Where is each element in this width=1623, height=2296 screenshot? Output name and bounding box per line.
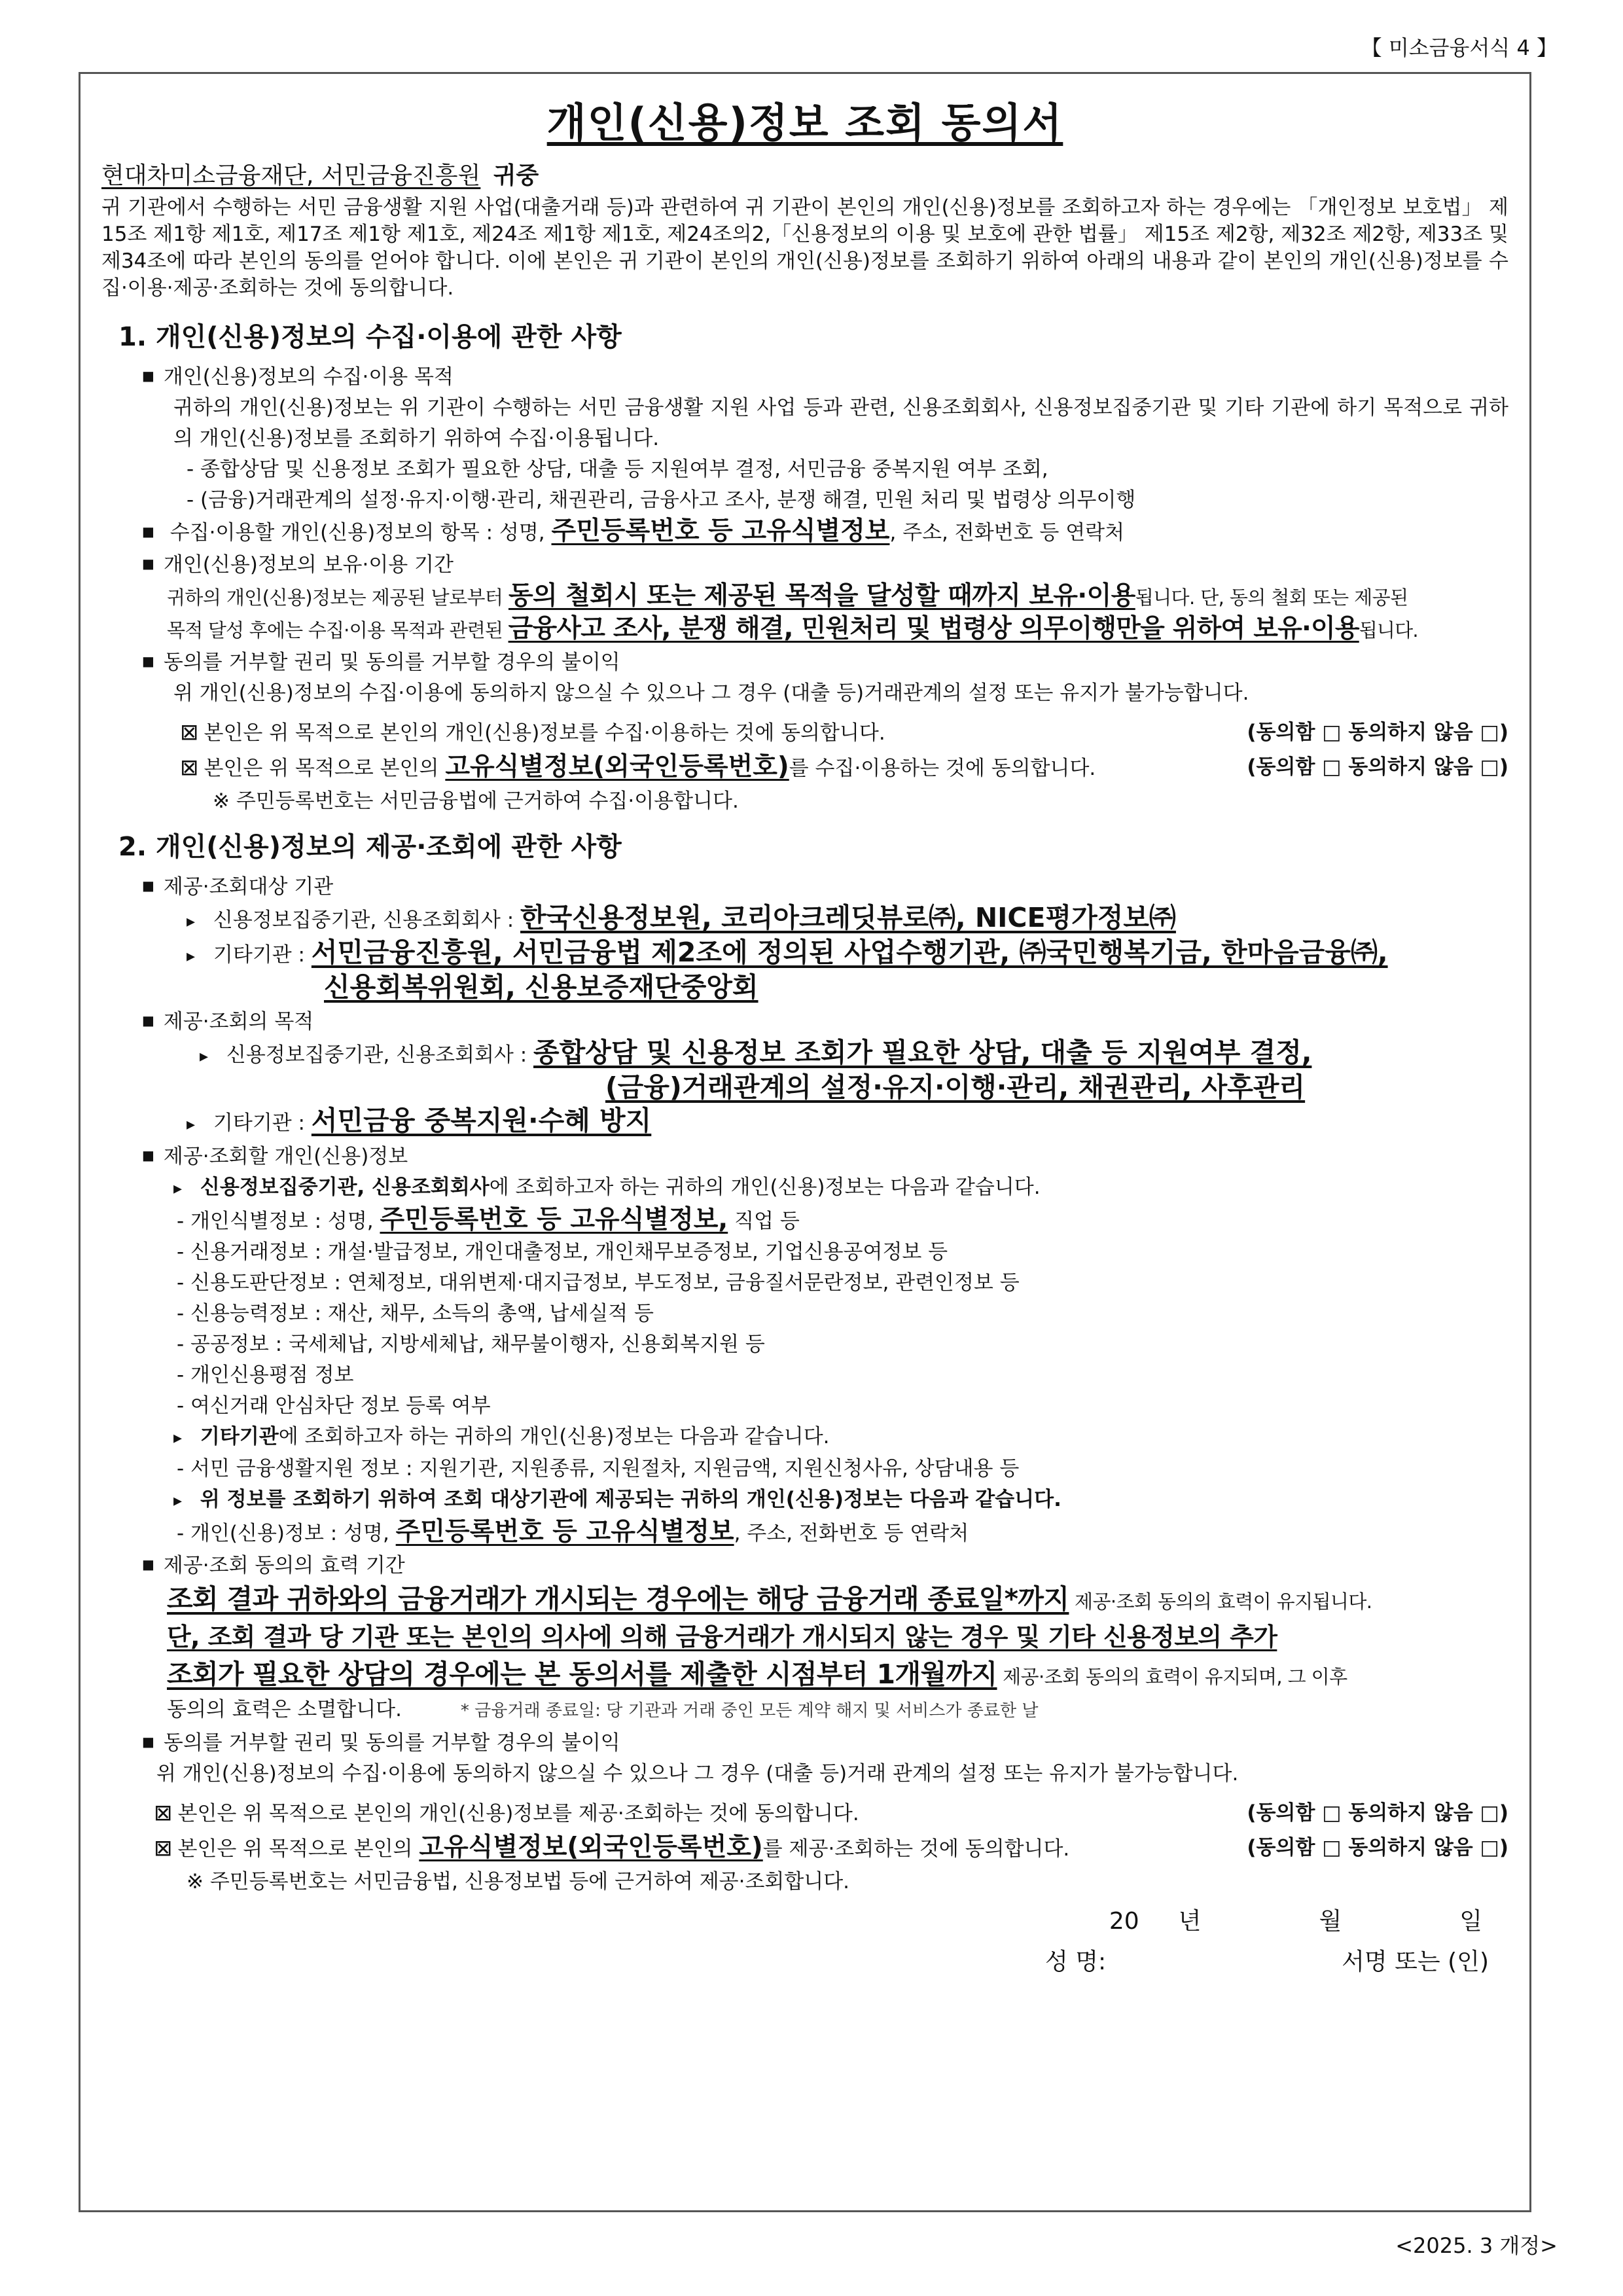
section1-period-line-1: 귀하의 개인(신용)정보는 제공된 날로부터 동의 철회시 또는 제공된 목적을 달성할 때까지 보유·이용됩니다. 단, 동의 철회 또는 제공된 (167, 581, 1408, 611)
highlight-text: 주민등록번호 등 고유식별정보 (551, 516, 890, 546)
highlight-text: 종합상담 및 신용정보 조회가 필요한 상담, 대출 등 지원여부 결정, (533, 1037, 1312, 1068)
section2-effect-4: 동의의 효력은 소멸합니다. * 금융거래 종료일: 당 기관과 거래 중인 모든 계약 해지 및 서비스가 종료한 날 (167, 1698, 1039, 1721)
highlight-text: 한국신용정보원, 코리아크레딧뷰로㈜, NICE평가정보㈜ (520, 902, 1176, 933)
section2-info-a-item: - 개인신용평점 정보 (177, 1363, 354, 1387)
consent-options[interactable]: (동의함 □ 동의하지 않음 □) (1247, 755, 1508, 779)
section1-purpose-heading: ■ 개인(신용)정보의 수집·이용 목적 (101, 361, 1508, 393)
section2-info-a-item: - 신용도판단정보 : 연체정보, 대위변제·대지급정보, 부도정보, 금융질서문란정보, 관련인정보 등 (177, 1271, 1020, 1295)
section1-refuse-text: 위 개인(신용)정보의 수집·이용에 동의하지 않으실 수 있으나 그 경우 (대출 등)거래관계의 설정 또는 유지가 불가능합니다. (173, 681, 1249, 705)
recipient-line (101, 160, 1508, 192)
section2-consent-1[interactable]: ⊠ 본인은 위 목적으로 본인의 개인(신용)정보를 제공·조회하는 것에 동의합니다. (동의함 □ 동의하지 않음 □) (101, 1796, 1508, 1831)
section1-period-heading: ■ 개인(신용)정보의 보유·이용 기간 (101, 548, 1508, 581)
highlight-text: 신용회복위원회, 신용보증재단중앙회 (324, 971, 758, 1003)
date-line: 20 년 월 일 (101, 1901, 1508, 1942)
section2-info-a-item: - 공공정보 : 국세체납, 지방세체납, 채무불이행자, 신용회복지원 등 (177, 1333, 765, 1356)
revision-note: <2025. 3 개정> (1395, 2233, 1558, 2258)
document-title-wrap (101, 94, 1508, 152)
section2-effect-1: 조회 결과 귀하와의 금융거래가 개시되는 경우에는 해당 금융거래 종료일*까지 제공·조회 동의의 효력이 유지됩니다. (167, 1583, 1372, 1615)
section2-info-b: ▸ 기타기관에 조회하고자 하는 귀하의 개인(신용)정보는 다음과 같습니다. (101, 1422, 1508, 1454)
section1-purpose-text: 귀하의 개인(신용)정보는 위 기관이 수행하는 서민 금융생활 지원 사업 등과 관련, 신용조회회사, 신용정보집중기관 및 기타 기관에 하기 목적으로 귀하의 개인(신용)정보를 조회하기 위하여 수집·이용됩니다. (173, 396, 1508, 450)
highlight-text: 조회가 필요한 상담의 경우에는 본 동의서를 제출한 시점부터 1개월까지 (167, 1659, 997, 1690)
section2-purpose-1: ▸ 신용정보집중기관, 신용조회회사 : 종합상담 및 신용정보 조회가 필요한 상담, 대출 등 지원여부 결정, (101, 1037, 1508, 1072)
section2-info-b-item: - 서민 금융생활지원 정보 : 지원기관, 지원종류, 지원절차, 지원금액, 지원신청사유, 상담내용 등 (177, 1457, 1020, 1480)
highlight-text: 서민금융 중복지원·수혜 방지 (311, 1105, 652, 1136)
sign-label[interactable]: 서명 또는 (인) (1342, 1948, 1489, 1975)
signature-line (101, 1942, 1508, 1982)
checked-box-icon[interactable]: ⊠ (180, 719, 199, 745)
section2-info-a-id: - 개인식별정보 : 성명, 주민등록번호 등 고유식별정보, 직업 등 (177, 1205, 800, 1234)
highlight-text: 서민금융진흥원, 서민금융법 제2조에 정의된 사업수행기관, ㈜국민행복기금, 한마음금융㈜, (311, 937, 1388, 968)
section1-consent-1[interactable]: ⊠ 본인은 위 목적으로 본인의 개인(신용)정보를 수집·이용하는 것에 동의합니다. (동의함 □ 동의하지 않음 □) (101, 715, 1508, 750)
footnote: * 금융거래 종료일: 당 기관과 거래 중인 모든 계약 해지 및 서비스가 종료한 날 (460, 1701, 1039, 1721)
checked-box-icon[interactable]: ⊠ (180, 755, 199, 781)
section2-refuse-heading: ■ 동의를 거부할 권리 및 동의를 거부할 경우의 불이익 (101, 1727, 1508, 1759)
section2-effect-2 (101, 1619, 1508, 1657)
section2-info-a-item: - 여신거래 안심차단 정보 등록 여부 (177, 1394, 491, 1418)
section2-target-2-cont (101, 972, 1508, 1005)
section1-consent-2[interactable]: ⊠ 본인은 위 목적으로 본인의 고유식별정보(외국인등록번호)를 수집·이용하는 것에 동의합니다. (동의함 □ 동의하지 않음 □) (101, 750, 1508, 785)
form-number: 【 미소금융서식 4 】 (1361, 35, 1558, 60)
section2-note: ※ 주민등록번호는 서민금융법, 신용정보법 등에 근거하여 제공·조회합니다. (187, 1870, 850, 1893)
highlight-text: 주민등록번호 등 고유식별정보 (395, 1517, 734, 1547)
section2-target-2: ▸ 기타기관 : 서민금융진흥원, 서민금융법 제2조에 정의된 사업수행기관, ㈜국민행복기금, 한마음금융㈜, (101, 937, 1508, 972)
section1-purpose-item: - (금융)거래관계의 설정·유지·이행·관리, 채권관리, 금융사고 조사, 분쟁 해결, 민원 처리 및 법령상 의무이행 (187, 488, 1136, 512)
intro-paragraph: 귀 기관에서 수행하는 서민 금융생활 지원 사업(대출거래 등)과 관련하여 귀 기관이 본인의 개인(신용)정보를 조회하고자 하는 경우에는 「개인정보 보호법」 제15조 제1항 제1호, 제17조 제1항 제1호, 제24조 제1항 제1호, 제24조의2,「신용정보의 이용 및 보호에 관한 법률」 제15조 제2항, 제32조 제2항, 제33조 및 제34조에 따라 본인의 동의를 얻어야 합니다. 이에 본인은 귀 기관이 본인의 개인(신용)정보를 조회하기 위하여 아래의 내용과 같이 본인의 개인(신용)정보를 수집·이용·제공·조회하는 것에 동의합니다. (101, 196, 1508, 300)
checked-box-icon[interactable]: ⊠ (154, 1800, 173, 1826)
highlight-text: (금융)거래관계의 설정·유지·이행·관리, 채권관리, 사후관리 (605, 1071, 1306, 1103)
section2-purpose-2: ▸ 기타기관 : 서민금융 중복지원·수혜 방지 (101, 1105, 1508, 1140)
section2-effect-heading: ■ 제공·조회 동의의 효력 기간 (101, 1549, 1508, 1581)
section2-info-a: ▸ 신용정보집중기관, 신용조회회사에 조회하고자 하는 귀하의 개인(신용)정보는 다음과 같습니다. (101, 1172, 1508, 1204)
consent-options[interactable]: (동의함 □ 동의하지 않음 □) (1247, 721, 1508, 744)
date-year[interactable]: 20 (1109, 1908, 1139, 1935)
consent-options[interactable]: (동의함 □ 동의하지 않음 □) (1247, 1836, 1508, 1859)
section1-period-line-2: 목적 달성 후에는 수집·이용 목적과 관련된 금융사고 조사, 분쟁 해결, 민원처리 및 법령상 의무이행만을 위하여 보유·이용됩니다. (167, 614, 1418, 643)
consent-options[interactable]: (동의함 □ 동의하지 않음 □) (1247, 1801, 1508, 1825)
recipient-honorific: 귀중 (493, 162, 539, 189)
highlight-text: 동의 철회시 또는 제공된 목적을 달성할 때까지 보유·이용 (508, 581, 1135, 611)
section1-note: ※ 주민등록번호는 서민금융법에 근거하여 수집·이용합니다. (213, 789, 739, 813)
highlight-text: 조회 결과 귀하와의 금융거래가 개시되는 경우에는 해당 금융거래 종료일*까지 (167, 1583, 1069, 1615)
section2-effect-3: 조회가 필요한 상담의 경우에는 본 동의서를 제출한 시점부터 1개월까지 제공·조회 동의의 효력이 유지되며, 그 이후 (167, 1659, 1347, 1690)
section2-title: 2. 개인(신용)정보의 제공·조회에 관한 사항 (118, 832, 622, 862)
highlight-text: 단, 조회 결과 당 기관 또는 본인의 의사에 의해 금융거래가 개시되지 않는 경우 및 기타 신용정보의 추가 (167, 1623, 1277, 1651)
section2-info-a-item: - 신용능력정보 : 재산, 채무, 소득의 총액, 납세실적 등 (177, 1302, 654, 1325)
checked-box-icon[interactable]: ⊠ (154, 1835, 173, 1861)
highlight-text: 고유식별정보(외국인등록번호) (445, 752, 789, 781)
section1-title: 1. 개인(신용)정보의 수집·이용에 관한 사항 (118, 322, 622, 352)
section2-purpose-heading: ■ 제공·조회의 목적 (101, 1005, 1508, 1037)
section2-consent-2[interactable]: ⊠ 본인은 위 목적으로 본인의 고유식별정보(외국인등록번호)를 제공·조회하는 것에 동의합니다. (동의함 □ 동의하지 않음 □) (101, 1831, 1508, 1866)
recipient-org: 현대차미소금융재단, 서민금융진흥원 (101, 162, 481, 189)
section1-items-line: ■ 수집·이용할 개인(신용)정보의 항목 : 성명, 주민등록번호 등 고유식별정보, 주소, 전화번호 등 연락처 (101, 516, 1508, 548)
section1-purpose-item: - 종합상담 및 신용정보 조회가 필요한 상담, 대출 등 지원여부 결정, 서민금융 중복지원 여부 조회, (187, 457, 1048, 481)
form-frame (79, 72, 1531, 2212)
section2-info-c-item: - 개인(신용)정보 : 성명, 주민등록번호 등 고유식별정보, 주소, 전화번호 등 연락처 (177, 1517, 969, 1547)
name-label: 성 명: (1045, 1948, 1107, 1975)
highlight-text: 고유식별정보(외국인등록번호) (419, 1833, 763, 1862)
document-title: 개인(신용)정보 조회 동의서 (546, 99, 1063, 147)
highlight-text: 주민등록번호 등 고유식별정보, (380, 1205, 728, 1234)
section2-info-a-item: - 신용거래정보 : 개설·발급정보, 개인대출정보, 개인채무보증정보, 기업신용공여정보 등 (177, 1240, 948, 1264)
section2-info-heading: ■ 제공·조회할 개인(신용)정보 (101, 1140, 1508, 1172)
section2-info-c: ▸ 위 정보를 조회하기 위하여 조회 대상기관에 제공되는 귀하의 개인(신용)정보는 다음과 같습니다. (101, 1484, 1508, 1516)
highlight-text: 금융사고 조사, 분쟁 해결, 민원처리 및 법령상 의무이행만을 위하여 보유·이용 (508, 614, 1359, 643)
section2-purpose-1-cont (101, 1072, 1508, 1105)
section2-target-heading: ■ 제공·조회대상 기관 (101, 870, 1508, 903)
section1-refuse-heading: ■ 동의를 거부할 권리 및 동의를 거부할 경우의 불이익 (101, 646, 1508, 678)
section2-refuse-text: 위 개인(신용)정보의 수집·이용에 동의하지 않으실 수 있으나 그 경우 (대출 등)거래 관계의 설정 또는 유지가 불가능합니다. (156, 1762, 1239, 1785)
section2-target-1: ▸ 신용정보집중기관, 신용조회회사 : 한국신용정보원, 코리아크레딧뷰로㈜, NICE평가정보㈜ (101, 903, 1508, 937)
